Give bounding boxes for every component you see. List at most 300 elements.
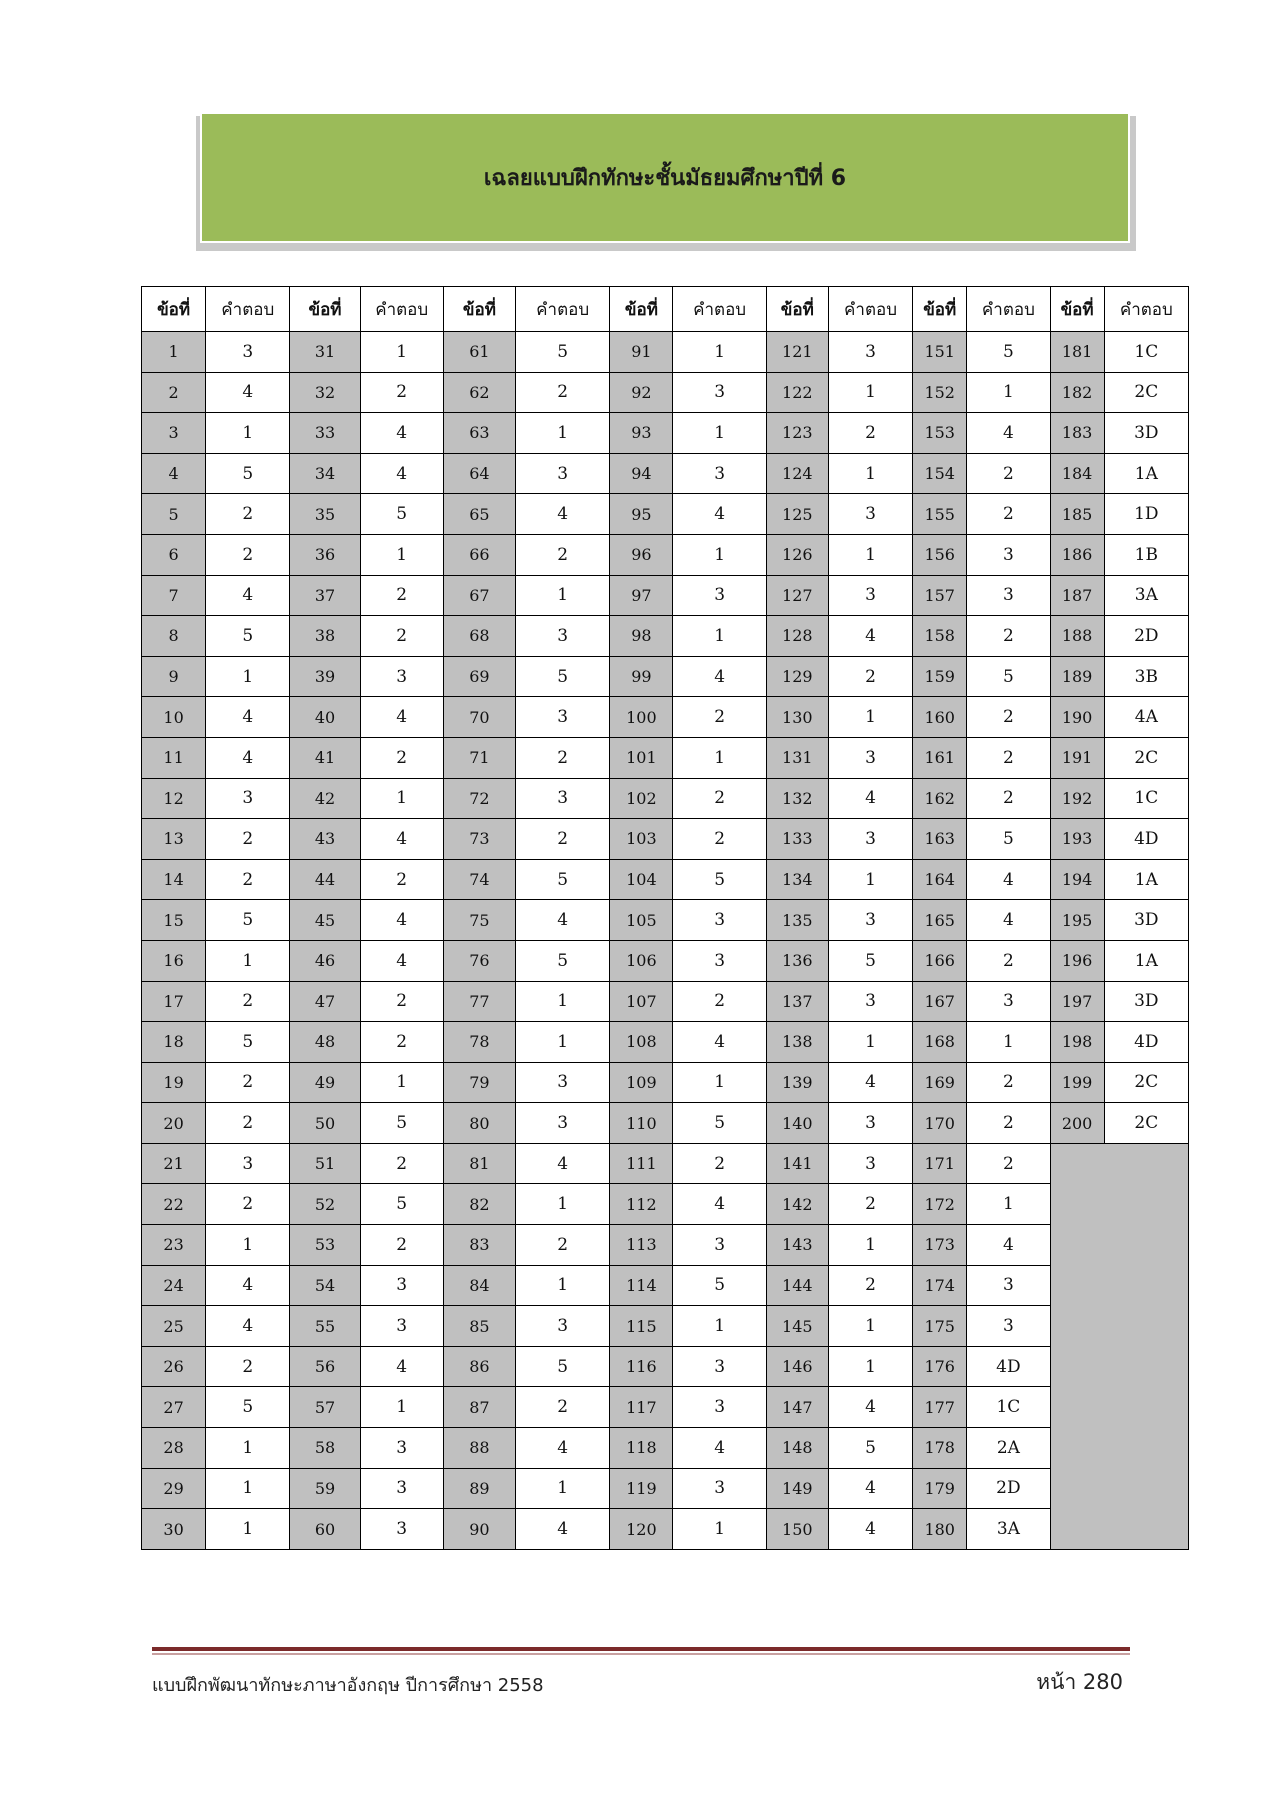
answer-cell: 2 — [206, 534, 290, 575]
column-header-question: ข้อที่ — [290, 287, 360, 332]
question-number-cell: 69 — [443, 656, 515, 697]
question-number-cell: 148 — [766, 1428, 828, 1469]
question-number-cell: 90 — [443, 1509, 515, 1550]
question-number-cell: 43 — [290, 819, 360, 860]
answer-cell: 2 — [206, 494, 290, 535]
table-row — [142, 372, 1189, 413]
answer-cell: 2 — [828, 413, 912, 454]
question-number-cell: 39 — [290, 656, 360, 697]
answer-cell: 3 — [673, 372, 766, 413]
question-number-cell: 6 — [142, 534, 206, 575]
question-number-cell: 125 — [766, 494, 828, 535]
question-number-cell: 139 — [766, 1062, 828, 1103]
question-number-cell: 78 — [443, 1022, 515, 1063]
question-number-cell: 32 — [290, 372, 360, 413]
question-number-cell: 166 — [913, 940, 967, 981]
answer-cell: 3 — [828, 575, 912, 616]
answer-cell: 1 — [673, 332, 766, 373]
table-row — [142, 819, 1189, 860]
answer-cell: 3 — [967, 534, 1050, 575]
answer-cell: 1 — [516, 413, 610, 454]
answer-cell: 3 — [516, 616, 610, 657]
answer-cell: 2 — [360, 1143, 443, 1184]
table-row — [142, 1306, 1189, 1347]
question-number-cell: 200 — [1050, 1103, 1104, 1144]
answer-cell: 3 — [516, 1306, 610, 1347]
answer-cell: 5 — [967, 819, 1050, 860]
answer-cell: 2C — [1104, 372, 1188, 413]
answer-cell: 4 — [967, 413, 1050, 454]
question-number-cell: 171 — [913, 1143, 967, 1184]
question-number-cell: 83 — [443, 1225, 515, 1266]
answer-cell: 3 — [828, 1143, 912, 1184]
question-number-cell: 129 — [766, 656, 828, 697]
answer-cell: 1 — [516, 1468, 610, 1509]
answer-cell: 3D — [1104, 900, 1188, 941]
answer-cell: 4D — [1104, 1022, 1188, 1063]
question-number-cell: 154 — [913, 453, 967, 494]
answer-cell: 2 — [360, 737, 443, 778]
answer-cell: 1 — [673, 616, 766, 657]
question-number-cell: 1 — [142, 332, 206, 373]
answer-cell: 2 — [516, 1387, 610, 1428]
question-number-cell: 144 — [766, 1265, 828, 1306]
question-number-cell: 192 — [1050, 778, 1104, 819]
answer-cell: 5 — [206, 453, 290, 494]
column-header-answer: คำตอบ — [1104, 287, 1188, 332]
question-number-cell: 186 — [1050, 534, 1104, 575]
answer-cell: 2C — [1104, 737, 1188, 778]
answer-cell: 4 — [206, 1306, 290, 1347]
column-header-answer: คำตอบ — [360, 287, 443, 332]
page-number: หน้า 280 — [1036, 1670, 1123, 1694]
answer-cell: 2A — [967, 1428, 1050, 1469]
answer-cell: 4 — [206, 575, 290, 616]
question-number-cell: 23 — [142, 1225, 206, 1266]
question-number-cell: 31 — [290, 332, 360, 373]
question-number-cell: 124 — [766, 453, 828, 494]
answer-cell: 2 — [516, 737, 610, 778]
answer-cell: 3 — [828, 819, 912, 860]
answer-cell: 1 — [360, 1387, 443, 1428]
answer-cell: 3 — [516, 1103, 610, 1144]
question-number-cell: 15 — [142, 900, 206, 941]
question-number-cell: 45 — [290, 900, 360, 941]
answer-cell: 2 — [360, 575, 443, 616]
answer-cell: 4 — [828, 1387, 912, 1428]
question-number-cell: 128 — [766, 616, 828, 657]
question-number-cell: 168 — [913, 1022, 967, 1063]
answer-cell: 4D — [967, 1346, 1050, 1387]
question-number-cell: 47 — [290, 981, 360, 1022]
column-header-question: ข้อที่ — [443, 287, 515, 332]
question-number-cell: 87 — [443, 1387, 515, 1428]
question-number-cell: 110 — [610, 1103, 673, 1144]
question-number-cell: 181 — [1050, 332, 1104, 373]
question-number-cell: 111 — [610, 1143, 673, 1184]
column-header-answer: คำตอบ — [206, 287, 290, 332]
answer-cell: 4 — [828, 778, 912, 819]
question-number-cell: 107 — [610, 981, 673, 1022]
answer-cell: 2C — [1104, 1103, 1188, 1144]
answer-cell: 2 — [967, 940, 1050, 981]
question-number-cell: 118 — [610, 1428, 673, 1469]
answer-cell: 5 — [516, 332, 610, 373]
answer-cell: 3 — [360, 1468, 443, 1509]
answer-cell: 1 — [206, 1225, 290, 1266]
column-header-question: ข้อที่ — [913, 287, 967, 332]
answer-cell: 1 — [967, 1184, 1050, 1225]
question-number-cell: 4 — [142, 453, 206, 494]
question-number-cell: 197 — [1050, 981, 1104, 1022]
question-number-cell: 29 — [142, 1468, 206, 1509]
question-number-cell: 157 — [913, 575, 967, 616]
table-row — [142, 1509, 1189, 1550]
question-number-cell: 28 — [142, 1428, 206, 1469]
answer-cell: 3 — [828, 1103, 912, 1144]
question-number-cell: 160 — [913, 697, 967, 738]
answer-cell: 4 — [673, 494, 766, 535]
question-number-cell: 44 — [290, 859, 360, 900]
answer-cell: 3 — [360, 656, 443, 697]
question-number-cell: 109 — [610, 1062, 673, 1103]
answer-cell: 3 — [360, 1509, 443, 1550]
question-number-cell: 49 — [290, 1062, 360, 1103]
table-row — [142, 1428, 1189, 1469]
question-number-cell: 193 — [1050, 819, 1104, 860]
question-number-cell: 108 — [610, 1022, 673, 1063]
answer-cell: 2 — [516, 1225, 610, 1266]
answer-cell: 1C — [1104, 332, 1188, 373]
question-number-cell: 177 — [913, 1387, 967, 1428]
question-number-cell: 179 — [913, 1468, 967, 1509]
question-number-cell: 133 — [766, 819, 828, 860]
answer-cell: 1C — [967, 1387, 1050, 1428]
question-number-cell: 91 — [610, 332, 673, 373]
answer-cell: 1 — [206, 1468, 290, 1509]
answer-cell: 2 — [360, 981, 443, 1022]
question-number-cell: 30 — [142, 1509, 206, 1550]
answer-cell: 4 — [828, 616, 912, 657]
table-row — [142, 1468, 1189, 1509]
answer-cell: 2 — [360, 616, 443, 657]
answer-cell: 3 — [673, 1346, 766, 1387]
answer-cell: 1 — [673, 1062, 766, 1103]
question-number-cell: 100 — [610, 697, 673, 738]
question-number-cell: 137 — [766, 981, 828, 1022]
question-number-cell: 56 — [290, 1346, 360, 1387]
question-number-cell: 162 — [913, 778, 967, 819]
answer-cell: 4 — [673, 1428, 766, 1469]
answer-cell: 4D — [1104, 819, 1188, 860]
answer-cell: 5 — [360, 1103, 443, 1144]
answer-cell: 1 — [828, 534, 912, 575]
answer-cell: 3 — [360, 1265, 443, 1306]
question-number-cell: 135 — [766, 900, 828, 941]
answer-cell: 1 — [516, 981, 610, 1022]
question-number-cell: 113 — [610, 1225, 673, 1266]
question-number-cell: 75 — [443, 900, 515, 941]
answer-cell: 3 — [516, 1062, 610, 1103]
question-number-cell: 46 — [290, 940, 360, 981]
answer-cell: 3 — [967, 575, 1050, 616]
table-row — [142, 981, 1189, 1022]
answer-cell: 4 — [360, 697, 443, 738]
answer-cell: 4 — [673, 656, 766, 697]
answer-cell: 2 — [967, 1143, 1050, 1184]
answer-cell: 2 — [206, 1062, 290, 1103]
answer-cell: 1 — [967, 372, 1050, 413]
answer-cell: 3 — [360, 1428, 443, 1469]
question-number-cell: 183 — [1050, 413, 1104, 454]
question-number-cell: 189 — [1050, 656, 1104, 697]
answer-cell: 4 — [206, 1265, 290, 1306]
answer-cell: 2 — [206, 1184, 290, 1225]
question-number-cell: 187 — [1050, 575, 1104, 616]
question-number-cell: 27 — [142, 1387, 206, 1428]
question-number-cell: 175 — [913, 1306, 967, 1347]
answer-cell: 2 — [516, 534, 610, 575]
question-number-cell: 95 — [610, 494, 673, 535]
answer-cell: 2 — [967, 1062, 1050, 1103]
answer-cell: 2D — [967, 1468, 1050, 1509]
answer-cell: 2 — [206, 1103, 290, 1144]
answer-cell: 4 — [673, 1184, 766, 1225]
question-number-cell: 21 — [142, 1143, 206, 1184]
table-row — [142, 737, 1189, 778]
answer-cell: 5 — [673, 859, 766, 900]
table-row — [142, 534, 1189, 575]
answer-cell: 4 — [206, 697, 290, 738]
question-number-cell: 17 — [142, 981, 206, 1022]
answer-cell: 1 — [360, 332, 443, 373]
question-number-cell: 140 — [766, 1103, 828, 1144]
question-number-cell: 73 — [443, 819, 515, 860]
answer-cell: 4 — [360, 413, 443, 454]
table-row — [142, 453, 1189, 494]
question-number-cell: 151 — [913, 332, 967, 373]
answer-cell: 1 — [673, 737, 766, 778]
question-number-cell: 12 — [142, 778, 206, 819]
answer-cell: 1D — [1104, 494, 1188, 535]
question-number-cell: 96 — [610, 534, 673, 575]
answer-cell: 4 — [516, 1509, 610, 1550]
question-number-cell: 10 — [142, 697, 206, 738]
answer-cell: 1 — [828, 1022, 912, 1063]
answer-cell: 1 — [516, 1265, 610, 1306]
answer-cell: 4 — [516, 900, 610, 941]
question-number-cell: 13 — [142, 819, 206, 860]
question-number-cell: 174 — [913, 1265, 967, 1306]
question-number-cell: 77 — [443, 981, 515, 1022]
answer-cell: 3 — [206, 1143, 290, 1184]
table-row — [142, 656, 1189, 697]
question-number-cell: 159 — [913, 656, 967, 697]
answer-cell: 3A — [967, 1509, 1050, 1550]
question-number-cell: 57 — [290, 1387, 360, 1428]
table-row — [142, 1225, 1189, 1266]
question-number-cell: 9 — [142, 656, 206, 697]
answer-cell: 5 — [206, 900, 290, 941]
question-number-cell: 131 — [766, 737, 828, 778]
question-number-cell: 67 — [443, 575, 515, 616]
question-number-cell: 147 — [766, 1387, 828, 1428]
answer-cell: 1 — [828, 372, 912, 413]
question-number-cell: 74 — [443, 859, 515, 900]
answer-cell: 4 — [516, 494, 610, 535]
answer-cell: 1 — [828, 697, 912, 738]
question-number-cell: 3 — [142, 413, 206, 454]
answer-cell: 2 — [673, 1143, 766, 1184]
question-number-cell: 123 — [766, 413, 828, 454]
question-number-cell: 16 — [142, 940, 206, 981]
answer-cell: 4 — [360, 819, 443, 860]
answer-cell: 2 — [828, 656, 912, 697]
question-number-cell: 66 — [443, 534, 515, 575]
answer-cell: 1 — [206, 1428, 290, 1469]
table-row — [142, 575, 1189, 616]
question-number-cell: 79 — [443, 1062, 515, 1103]
question-number-cell: 146 — [766, 1346, 828, 1387]
answer-cell: 2 — [967, 737, 1050, 778]
answer-cell: 3 — [828, 900, 912, 941]
question-number-cell: 185 — [1050, 494, 1104, 535]
question-number-cell: 36 — [290, 534, 360, 575]
table-header-row — [142, 287, 1189, 332]
answer-cell: 3 — [828, 332, 912, 373]
answer-cell: 1 — [206, 656, 290, 697]
question-number-cell: 149 — [766, 1468, 828, 1509]
answer-cell: 2 — [673, 819, 766, 860]
empty-shaded-area — [1050, 1143, 1188, 1549]
question-number-cell: 33 — [290, 413, 360, 454]
question-number-cell: 20 — [142, 1103, 206, 1144]
answer-key-table — [141, 286, 1189, 1550]
question-number-cell: 155 — [913, 494, 967, 535]
answer-cell: 3 — [828, 494, 912, 535]
question-number-cell: 89 — [443, 1468, 515, 1509]
question-number-cell: 42 — [290, 778, 360, 819]
question-number-cell: 86 — [443, 1346, 515, 1387]
answer-cell: 5 — [516, 656, 610, 697]
answer-cell: 4 — [206, 372, 290, 413]
answer-cell: 5 — [828, 940, 912, 981]
answer-cell: 1 — [516, 575, 610, 616]
answer-cell: 1A — [1104, 453, 1188, 494]
footer-divider — [152, 1647, 1130, 1651]
question-number-cell: 117 — [610, 1387, 673, 1428]
question-number-cell: 163 — [913, 819, 967, 860]
question-number-cell: 41 — [290, 737, 360, 778]
answer-cell: 2 — [206, 859, 290, 900]
answer-cell: 2 — [828, 1184, 912, 1225]
question-number-cell: 167 — [913, 981, 967, 1022]
answer-cell: 1 — [673, 534, 766, 575]
question-number-cell: 2 — [142, 372, 206, 413]
question-number-cell: 115 — [610, 1306, 673, 1347]
question-number-cell: 24 — [142, 1265, 206, 1306]
table-row — [142, 1103, 1189, 1144]
answer-cell: 3 — [673, 940, 766, 981]
question-number-cell: 5 — [142, 494, 206, 535]
answer-cell: 3B — [1104, 656, 1188, 697]
answer-cell: 3 — [828, 737, 912, 778]
question-number-cell: 19 — [142, 1062, 206, 1103]
answer-cell: 1 — [516, 1184, 610, 1225]
question-number-cell: 198 — [1050, 1022, 1104, 1063]
question-number-cell: 63 — [443, 413, 515, 454]
question-number-cell: 126 — [766, 534, 828, 575]
table-body — [142, 332, 1189, 1550]
answer-cell: 1 — [360, 534, 443, 575]
answer-cell: 4 — [967, 1225, 1050, 1266]
question-number-cell: 68 — [443, 616, 515, 657]
question-number-cell: 158 — [913, 616, 967, 657]
answer-cell: 5 — [360, 494, 443, 535]
question-number-cell: 199 — [1050, 1062, 1104, 1103]
question-number-cell: 50 — [290, 1103, 360, 1144]
table-row — [142, 1143, 1189, 1184]
answer-cell: 1 — [673, 1509, 766, 1550]
answer-cell: 3 — [673, 1225, 766, 1266]
footer-text: แบบฝึกพัฒนาทักษะภาษาอังกฤษ ปีการศึกษา 2558 — [152, 1675, 544, 1696]
question-number-cell: 103 — [610, 819, 673, 860]
question-number-cell: 25 — [142, 1306, 206, 1347]
table-row — [142, 1184, 1189, 1225]
answer-cell: 3 — [516, 697, 610, 738]
question-number-cell: 112 — [610, 1184, 673, 1225]
answer-cell: 3 — [673, 1468, 766, 1509]
answer-cell: 4 — [673, 1022, 766, 1063]
answer-cell: 2 — [967, 616, 1050, 657]
question-number-cell: 84 — [443, 1265, 515, 1306]
column-header-question: ข้อที่ — [142, 287, 206, 332]
question-number-cell: 188 — [1050, 616, 1104, 657]
answer-cell: 4 — [516, 1428, 610, 1469]
table-row — [142, 778, 1189, 819]
question-number-cell: 178 — [913, 1428, 967, 1469]
column-header-question: ข้อที่ — [766, 287, 828, 332]
answer-cell: 3A — [1104, 575, 1188, 616]
question-number-cell: 61 — [443, 332, 515, 373]
question-number-cell: 136 — [766, 940, 828, 981]
answer-cell: 3 — [673, 453, 766, 494]
answer-cell: 5 — [673, 1265, 766, 1306]
question-number-cell: 80 — [443, 1103, 515, 1144]
question-number-cell: 141 — [766, 1143, 828, 1184]
question-number-cell: 26 — [142, 1346, 206, 1387]
table-row — [142, 697, 1189, 738]
answer-cell: 1 — [828, 859, 912, 900]
table-row — [142, 1265, 1189, 1306]
answer-cell: 5 — [673, 1103, 766, 1144]
question-number-cell: 119 — [610, 1468, 673, 1509]
answer-cell: 2 — [967, 697, 1050, 738]
answer-cell: 1 — [206, 413, 290, 454]
column-header-answer: คำตอบ — [828, 287, 912, 332]
answer-cell: 2 — [673, 981, 766, 1022]
question-number-cell: 92 — [610, 372, 673, 413]
column-header-question: ข้อที่ — [610, 287, 673, 332]
question-number-cell: 156 — [913, 534, 967, 575]
answer-cell: 2 — [206, 1346, 290, 1387]
answer-cell: 4 — [360, 453, 443, 494]
column-header-answer: คำตอบ — [967, 287, 1050, 332]
answer-cell: 1 — [828, 1306, 912, 1347]
answer-cell: 1 — [206, 940, 290, 981]
question-number-cell: 40 — [290, 697, 360, 738]
table-row — [142, 616, 1189, 657]
